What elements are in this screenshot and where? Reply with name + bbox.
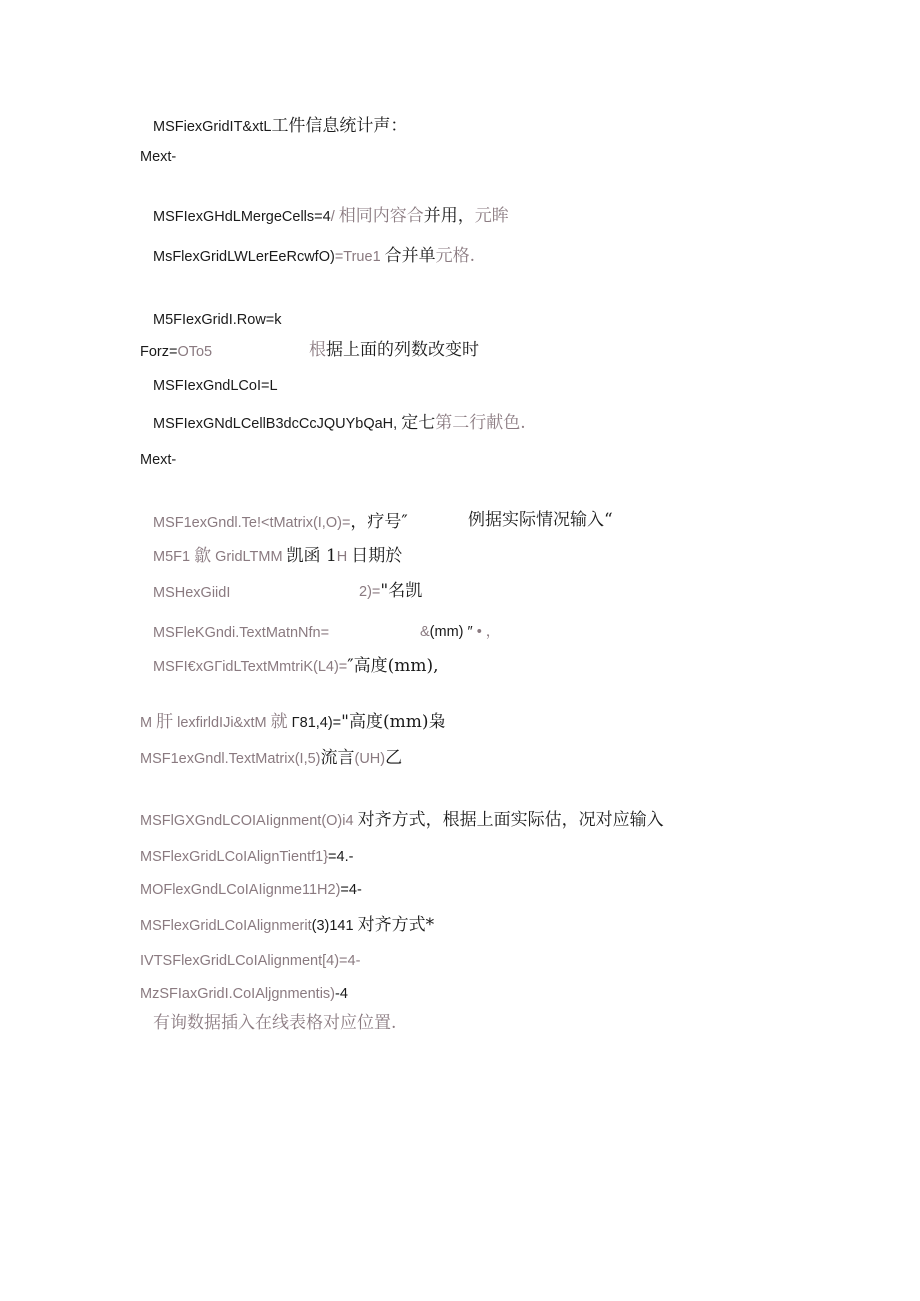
code-segment: MSFlGXGndLCOIAIignment(O)i4 xyxy=(140,813,358,829)
code-segment: MsFlexGridLWLerEeRcwfO) xyxy=(153,249,335,265)
code-segment: , xyxy=(393,416,402,432)
code-line xyxy=(140,984,348,1004)
code-line xyxy=(153,206,509,227)
code-segment: (3)141 xyxy=(311,918,358,934)
code-segment: 合并单 xyxy=(384,246,436,266)
code-line xyxy=(153,246,475,267)
code-segment: M5FIexGridI.Row=k xyxy=(153,312,282,328)
code-segment: / xyxy=(330,209,339,225)
code-segment: 例据实际情况输入“ xyxy=(468,510,613,530)
code-line xyxy=(140,342,212,362)
code-line xyxy=(153,656,439,677)
code-segment: =4.- xyxy=(328,849,354,865)
code-line xyxy=(153,413,526,434)
code-segment: =4- xyxy=(340,882,362,898)
code-segment: 对齐方式* xyxy=(357,915,435,935)
code-segment: 对齐方式，根据上面实际估，况对应输入 xyxy=(357,810,664,830)
code-line xyxy=(140,951,360,971)
code-line xyxy=(140,450,176,470)
code-segment: 流言 xyxy=(320,748,355,768)
code-line xyxy=(140,810,664,831)
code-segment: 元格. xyxy=(435,246,476,266)
code-line xyxy=(420,622,500,642)
code-segment: 第二行献色. xyxy=(435,413,526,433)
code-line xyxy=(140,915,434,936)
code-line xyxy=(140,748,402,769)
code-line xyxy=(359,581,422,602)
code-segment: MSFlexGridLCoIAlignmerit xyxy=(140,918,312,934)
code-line xyxy=(140,147,176,167)
code-segment: 乙 xyxy=(385,748,403,768)
code-segment: MSFleKGndi.TextMatnNfn= xyxy=(153,625,330,641)
code-line xyxy=(140,847,353,867)
code-segment: MSHexGiidI xyxy=(153,585,231,601)
code-segment: 凯函 1 xyxy=(286,546,337,566)
code-segment: MSFI€xGΓidLTextMmtriK(L4)= xyxy=(153,659,348,675)
code-segment: 有询数据插入在线表格对应位置. xyxy=(153,1013,397,1033)
code-segment: Mext- xyxy=(140,452,177,468)
code-line xyxy=(140,880,362,900)
code-segment: 工件信息统计声： xyxy=(271,116,408,136)
code-segment: 根 xyxy=(309,340,326,360)
code-segment: (UH) xyxy=(354,751,386,767)
code-segment: MSFlexGridLCoIAlignTientf1} xyxy=(140,849,329,865)
code-segment: ″高度(mm), xyxy=(347,656,439,676)
code-segment: H xyxy=(336,549,352,565)
code-segment: 歙 xyxy=(194,546,212,566)
code-segment: 据上面的列数改变时 xyxy=(326,340,479,360)
code-segment: • ， xyxy=(476,624,501,640)
code-segment: GridLTMM xyxy=(211,549,287,565)
code-segment: 相同内容合 xyxy=(338,206,424,226)
code-segment: Mext- xyxy=(140,149,177,165)
code-line xyxy=(309,340,479,361)
code-segment: MSF1exGndl.TextMatrix(I,5) xyxy=(140,751,321,767)
code-line xyxy=(140,712,445,733)
code-segment: -4 xyxy=(335,986,348,1002)
code-segment: MSFIexGNdLCellB3dcCcJQUYbQaH xyxy=(153,416,394,432)
code-segment: MOFlexGndLCoIAIignme11H2) xyxy=(140,882,341,898)
code-segment: & xyxy=(420,624,430,640)
code-line xyxy=(153,546,402,567)
code-segment: =True xyxy=(334,249,373,265)
code-line xyxy=(468,510,613,531)
code-line xyxy=(153,623,329,643)
code-segment: lexfirldIJi&xtM xyxy=(173,715,271,731)
code-segment: MSFIexGndLCoI=L xyxy=(153,378,278,394)
code-segment: (mm) ″ xyxy=(429,624,477,640)
code-line xyxy=(153,116,407,137)
code-segment: 2)= xyxy=(359,584,381,600)
code-segment: ，疗号″ xyxy=(350,512,408,532)
code-line xyxy=(153,512,408,533)
code-segment: "高度(mm)枭 xyxy=(341,712,446,732)
code-segment: OTo5 xyxy=(177,344,213,360)
code-segment: M xyxy=(140,715,157,731)
code-segment: 就 xyxy=(270,712,288,732)
code-segment: 并用， xyxy=(423,206,475,226)
code-segment: MSFiexGridIT&xtL xyxy=(153,119,272,135)
code-line xyxy=(153,583,230,603)
code-segment: 日期於 xyxy=(351,546,403,566)
code-segment: 1 xyxy=(372,249,385,265)
code-segment: Forz= xyxy=(140,344,178,360)
code-segment: MzSFIaxGridI.CoIAljgnmentis) xyxy=(140,986,335,1002)
code-segment: MSFIexGHdLMergeCells=4 xyxy=(153,209,331,225)
code-segment: 定七 xyxy=(401,413,436,433)
code-line xyxy=(153,1013,396,1034)
code-line xyxy=(153,310,282,330)
code-segment: M5F1 xyxy=(153,549,195,565)
code-line xyxy=(153,376,278,396)
code-segment: 肝 xyxy=(156,712,174,732)
code-segment: "名凯 xyxy=(380,581,423,601)
code-segment: 元眸 xyxy=(474,206,509,226)
code-segment: Γ81,4)= xyxy=(287,715,342,731)
code-segment: MSF1exGndl.Te!<tMatrix(I,O)= xyxy=(153,515,351,531)
code-segment: IVTSFlexGridLCoIAlignment[4)=4- xyxy=(140,953,361,969)
